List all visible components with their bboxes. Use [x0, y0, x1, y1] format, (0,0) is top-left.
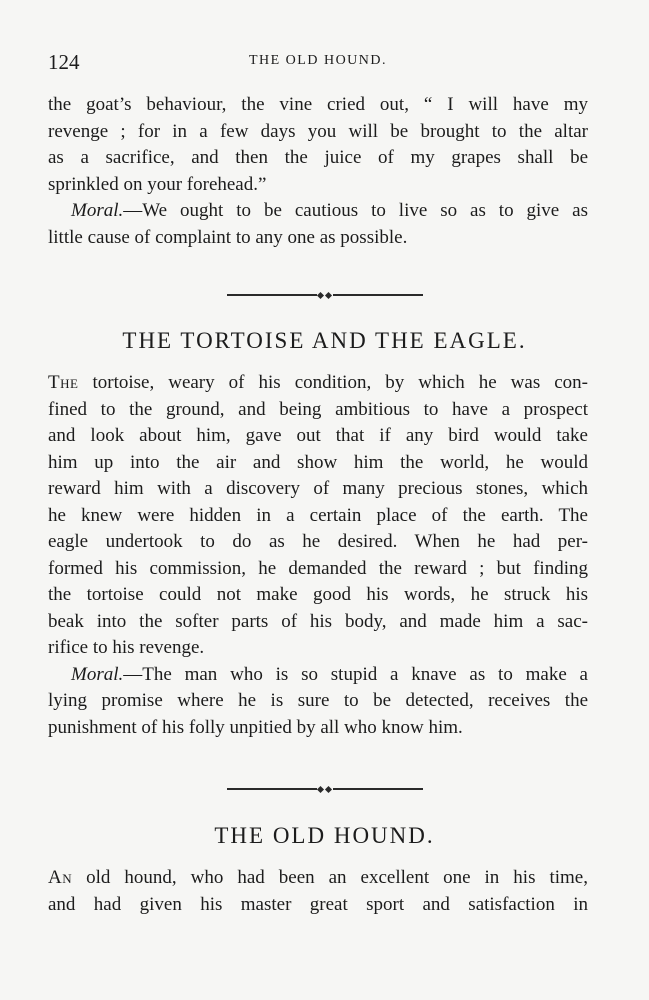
moral-label: Moral.: [71, 200, 124, 221]
text-line: little cause of complaint to any one as possible.: [48, 226, 408, 248]
fable-title: THE TORTOISE AND THE EAGLE.: [122, 328, 527, 353]
text-line: An old hound, who had been an excellent one in his time,: [48, 867, 588, 888]
fable-title: THE OLD HOUND.: [214, 823, 435, 848]
moral-paragraph: [48, 662, 588, 689]
running-head: THE OLD HOUND.: [248, 53, 388, 68]
moral-label: Moral.: [71, 663, 124, 685]
diamond-ornament-icon: [317, 291, 324, 298]
diamond-ornament-icon: [317, 785, 324, 792]
diamond-ornament-icon: [325, 291, 332, 298]
text-line: formed his commission, he demanded the reward ; but finding: [48, 557, 588, 579]
drop-word: An: [48, 867, 73, 888]
fable-body: [48, 370, 588, 741]
diamond-ornament-icon: [325, 785, 332, 792]
text-line: fined to the ground, and being ambitious to have a prospect: [48, 398, 588, 420]
page-header: [48, 50, 588, 74]
text-line: beak into the softer parts of his body, and made him a sac-: [48, 610, 588, 632]
text-line: the tortoise could not make good his words, he struck his: [48, 584, 588, 605]
text-line: and had given his master great sport and satisfaction in: [48, 893, 588, 915]
moral-text: —We ought to be cautious to live so as to give as: [123, 200, 588, 221]
text-line: punishment of his folly unpitied by all who know him.: [48, 716, 463, 738]
text-line: sprinkled on your forehead.”: [48, 173, 267, 195]
fable-body: [48, 865, 588, 918]
drop-word: The: [48, 372, 79, 393]
text-line: reward him with a discovery of many precious stones, which: [48, 478, 588, 499]
text-line: The tortoise, weary of his condition, by which he was con-: [48, 372, 588, 393]
text-line: rifice to his revenge.: [48, 637, 205, 658]
section-divider: [0, 786, 649, 792]
text-line: revenge ; for in a few days you will be brought to the altar: [48, 120, 588, 142]
moral-paragraph: [48, 198, 588, 225]
text-line: eagle undertook to do as he desired. When he had per-: [48, 531, 588, 552]
text-line: he knew were hidden in a certain place of the earth. The: [48, 504, 588, 526]
previous-fable-ending: [48, 92, 588, 251]
text-line: and look about him, gave out that if any bird would take: [48, 425, 588, 446]
text-line: lying promise where he is sure to be detected, receives the: [48, 690, 588, 711]
page-number: 124: [48, 50, 80, 74]
text-line: the goat’s behaviour, the vine cried out, “ I will have my: [48, 94, 588, 115]
section-divider: [0, 292, 649, 298]
moral-text: —The man who is so stupid a knave as to make a: [123, 663, 588, 685]
text-line: as a sacrifice, and then the juice of my grapes shall be: [48, 147, 588, 168]
text-line: him up into the air and show him the world, he would: [48, 451, 588, 473]
